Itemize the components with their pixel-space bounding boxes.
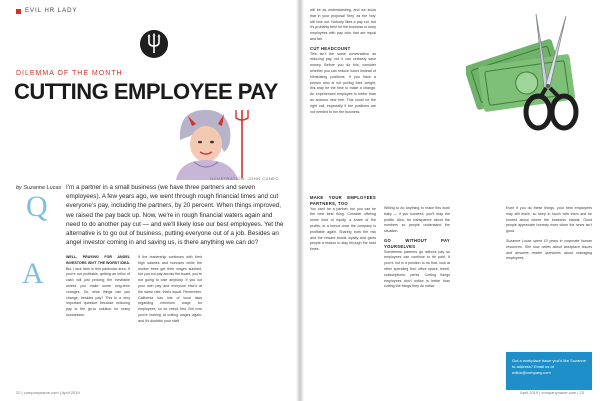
subhead-go-without-pay: GO WITHOUT PAY YOURSELVES <box>384 237 450 249</box>
article-headline: CUTTING EMPLOYEE PAY <box>14 79 278 104</box>
illustration-credit: ILLUSTRATION: JOHN CUNEO <box>210 176 280 181</box>
promo-text: Got a workplace issue you'd like Suzanne to address? Email us at editor@company.com <box>512 358 586 375</box>
section-label-text: EVIL HR LADY <box>25 8 78 14</box>
answer-column-3-text: will be as understanding, and we know that in your proposal 'they' as the 'boy' will lose out. Nobody likes a pay cut, but it's probably best for the business to keep employees with pay cuts that are equal and fair. <box>310 8 376 41</box>
answer-column-2 <box>138 255 202 385</box>
answer-column-6 <box>506 206 592 346</box>
subhead-partners: MAKE YOUR EMPLOYEES PARTNERS, TOO <box>310 195 376 206</box>
right-folio: April 2019 | companyname.com | 23 <box>520 390 584 395</box>
section-label <box>16 8 77 14</box>
answer-lead: WELL, PRAYING FOR ANGEL INVESTORS ISN'T THE WORST IDEA. <box>66 255 130 265</box>
answer-marker: A <box>22 257 44 290</box>
answer-column-1-text: But I lack faith in this particular area. If you're not profitable, getting an influx of cash will just prolong the inevitable unless you make some long-term changes. So, what things can you change, besides pay? This is a very important question because reducing pay is the go-to solution for many businesses. <box>66 266 130 317</box>
promo-box <box>506 352 592 390</box>
department-label: DILEMMA OF THE MONTH <box>16 70 123 77</box>
subhead-cut-headcount: CUT HEADCOUNT <box>310 45 351 51</box>
answer-column-2-text: If the leadership continues with their high salaries and bonuses while the worker bees get their wages slashed, but you cut pay across the board, you're not going to lose anybody. If you cut your own pay and everyone else's at the same rate, that's equal. Remember, California has lots of local laws regarding minimum wage for employees, so do check first. But now you're looking at cutting wages again, and it's doubtful your staff <box>138 255 202 323</box>
answer-column-3c-text: This could be the right call, especially if the positions are not needed to run the business. <box>310 97 376 114</box>
author-bio: Suzanne Lucas spent 10 years in corporate human resources. She now writes about workplace issues and answers reader questions about managing employees. <box>506 238 592 261</box>
author-illustration <box>150 100 258 180</box>
answer-column-5-text: Willing to do anything to make this work baby — if you succeed, you'll reap the profits. Also, be transparent about the numbers so people understand the situation. <box>384 206 450 234</box>
byline: by Suzanne Lucas <box>16 185 62 191</box>
answer-column-3b-text: This isn't the same conversation as reducing pay, but it can certainly save money. Before you do this, consider whether you can reduce hours instead of eliminating positions. If you have a person who is not pulling their weight, this may be the time to make a change. An experienced employee is better than an anxious new hire. <box>310 51 376 102</box>
left-folio: 22 | companyname.com | April 2019 <box>16 390 80 395</box>
answer-column-5b-text: Sometimes partners go without pay so employees can continue to be paid. If you're not in a position to do that, look at other spending first: office space, travel, subscriptions, perks. Cutting things employees don't notice is better than cutting the things they do notice. <box>384 249 450 289</box>
answer-column-5 <box>384 206 450 386</box>
section-marker-icon <box>16 9 21 14</box>
answer-column-4 <box>310 192 376 387</box>
spine-shadow <box>296 0 304 401</box>
answer-column-4-text: You can't be a partner, but you can be the next best thing. Consider offering some kind of equity, a share of the profits, or a bonus once the company is profitable again. Sharing both the risk and the reward builds loyalty and gives people a reason to stay through the hard times. <box>310 206 376 252</box>
answer-column-1 <box>66 255 130 385</box>
question-marker: Q <box>26 190 48 223</box>
answer-column-6-text: Even if you do these things, your best employees may still leave, so keep in touch with them and be honest about where the business stands. Good people appreciate honesty even when the news isn't good. <box>506 206 592 234</box>
right-page <box>300 0 600 401</box>
pitchfork-logo-icon <box>140 30 168 58</box>
reader-question: I'm a partner in a small business (we have three partners and seven employees). A few years ago, we went through rough financial times and cut everyone's pay, including the partners, by 20 percent. When things improved, we raised the pay back up. Now, we're in rough financial waters again and need to do another pay cut — and we'll likely lose our best employees. Yet the alternative is to go out of business, putting everyone out of a job. Besides an angel investor coming in and saving us, is there anything we can do? <box>66 184 284 247</box>
answer-column-3 <box>310 8 376 188</box>
scissors-cutting-money-illustration <box>466 8 590 138</box>
